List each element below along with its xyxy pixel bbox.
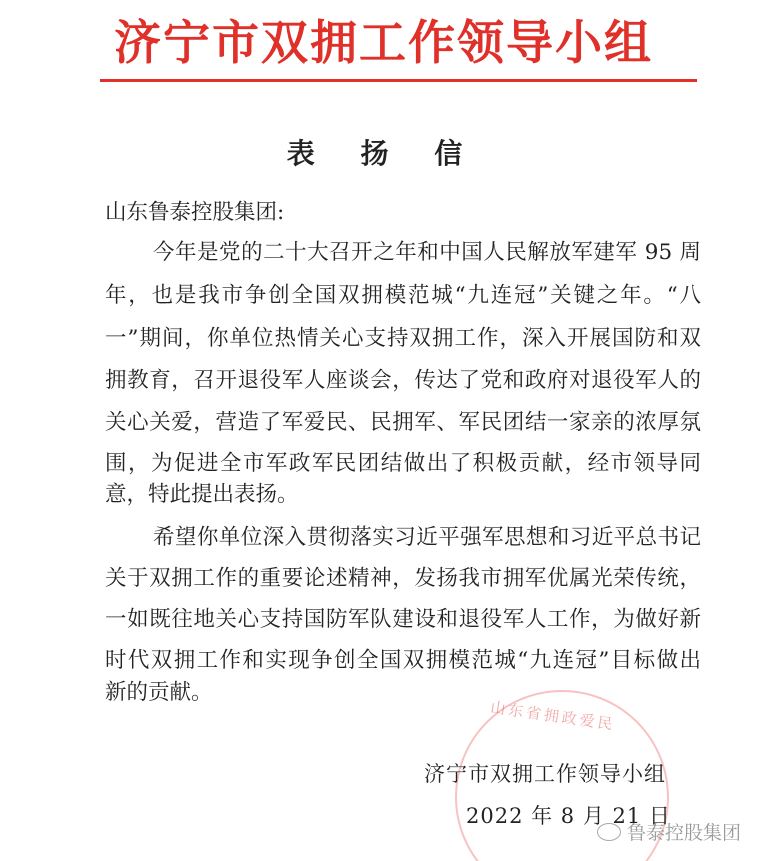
- body-line: 一如既往地关心支持国防军队建设和退役军人工作，为做好新: [105, 607, 701, 632]
- body-line: 意，特此提出表扬。: [105, 482, 299, 507]
- seal-text: 山东省拥政爱民: [489, 698, 617, 734]
- wechat-icon: [597, 823, 621, 841]
- body-line: 年，也是我市争创全国双拥模范城“九连冠”关键之年。“八: [105, 283, 701, 308]
- body-line: 希望你单位深入贯彻落实习近平强军思想和习近平总书记: [153, 525, 701, 550]
- letter-date: 2022 年 8 月 21 日: [466, 804, 671, 828]
- body-line: 时代双拥工作和实现争创全国双拥模范城“九连冠”目标做出: [105, 648, 701, 673]
- watermark: [597, 818, 741, 845]
- signature: 济宁市双拥工作领导小组: [424, 762, 666, 786]
- body-line: 一”期间，你单位热情关心支持双拥工作，深入开展国防和双: [105, 326, 701, 351]
- body-line: 围，为促进全市军政军民团结做出了积极贡献，经市领导同: [105, 451, 701, 476]
- salutation: 山东鲁泰控股集团:: [105, 200, 285, 225]
- letter-title: 表 扬 信: [286, 137, 481, 170]
- body-line: 新的贡献。: [105, 680, 213, 705]
- body-line: 今年是党的二十大召开之年和中国人民解放军建军 95 周: [153, 240, 701, 265]
- letterhead-title: 济宁市双拥工作领导小组: [114, 16, 653, 71]
- body-line: 关心关爱，营造了军爱民、民拥军、军民团结一家亲的浓厚氛: [105, 410, 701, 435]
- letterhead-rule: [100, 79, 697, 82]
- watermark-text: 鲁泰控股集团: [627, 822, 742, 844]
- body-line: 拥教育，召开退役军人座谈会，传达了党和政府对退役军人的: [105, 368, 701, 393]
- body-line: 关于双拥工作的重要论述精神，发扬我市拥军优属光荣传统，: [105, 566, 701, 591]
